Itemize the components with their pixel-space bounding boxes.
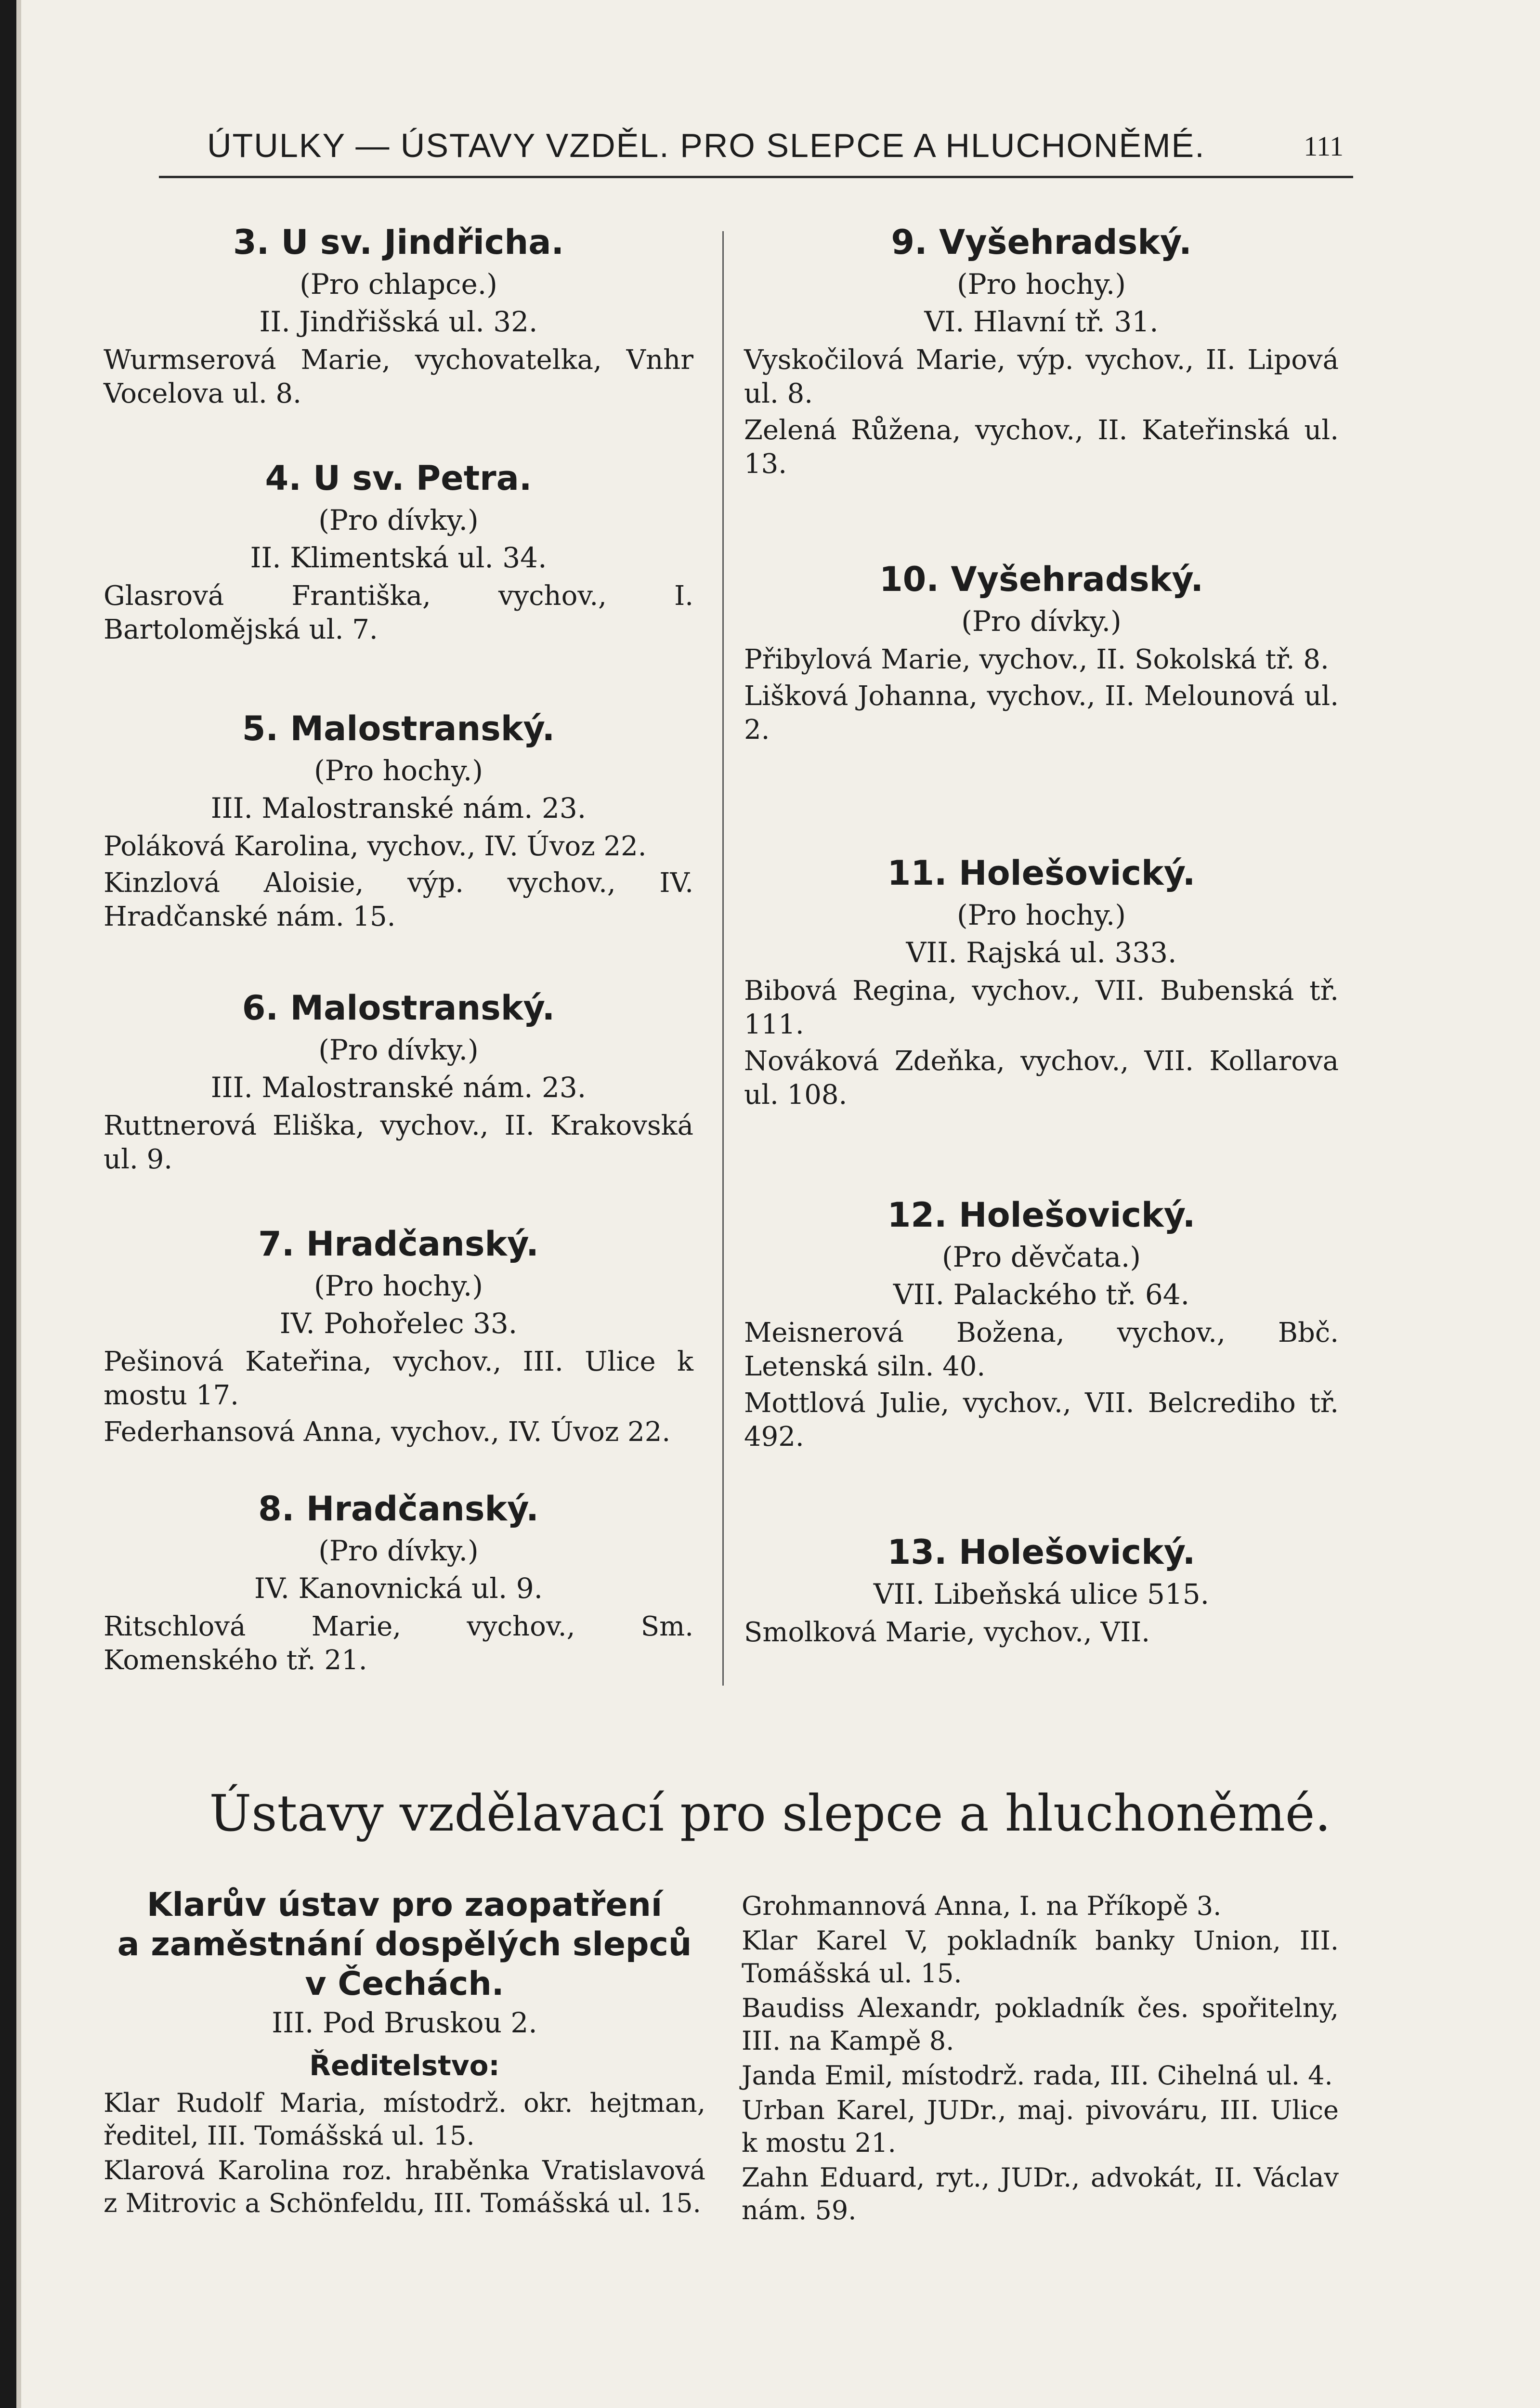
shelter-section xyxy=(104,1486,693,1677)
page-header xyxy=(207,116,1344,173)
institute-block xyxy=(104,1885,705,2220)
shelter-section xyxy=(744,1192,1339,1454)
staff-entry: Kinzlová Aloisie, výp. vychov., IV. Hradčanské nám. 15. xyxy=(104,867,693,932)
staff-entry: Poláková Karolina, vychov., IV. Úvoz 22. xyxy=(104,831,647,862)
directorate-member: Klar Rudolf Maria, místodrž. okr. hejtman, ředitel, III. Tomášská ul. 15. xyxy=(104,2088,705,2151)
section-heading: 12. Holešovický. xyxy=(887,1195,1196,1235)
staff-entry: Smolková Marie, vychov., VII. xyxy=(744,1617,1150,1648)
section-address: VI. Hlavní tř. 31. xyxy=(924,305,1159,338)
institute-heading-line: a zaměstnání dospělých slepců xyxy=(117,1925,692,1963)
running-title: ÚTULKY — ÚSTAVY VZDĚL. PRO SLEPCE A HLUCHONĚMÉ. xyxy=(207,127,1205,164)
institute-heading-line: v Čechách. xyxy=(305,1965,504,2003)
shelter-section xyxy=(104,219,693,411)
section-heading: 11. Holešovický. xyxy=(887,853,1196,893)
institute-members-continued xyxy=(742,1888,1339,2227)
staff-entry: Ritschlová Marie, vychov., Sm. Komenského tř. 21. xyxy=(104,1611,693,1676)
section-address: IV. Kanovnická ul. 9. xyxy=(254,1572,543,1605)
staff-entry: Lišková Johanna, vychov., II. Melounová ul. 2. xyxy=(744,681,1339,746)
section-audience: (Pro chlapce.) xyxy=(300,268,497,301)
directorate-member: Urban Karel, JUDr., maj. pivováru, III. Ulice k mostu 21. xyxy=(742,2095,1339,2158)
section-heading: 4. U sv. Petra. xyxy=(265,458,532,498)
directorate-member: Klarová Karolina roz. hraběnka Vratislavová z Mitrovic a Schönfeldu, III. Tomášská ul. 15. xyxy=(104,2155,705,2218)
section-address: II. Jindřišská ul. 32. xyxy=(259,305,538,338)
directorate-member: Janda Emil, místodrž. rada, III. Cihelná ul. 4. xyxy=(742,2060,1333,2091)
directorate-label: Ředitelstvo: xyxy=(309,2049,500,2082)
section-address: VII. Libeňská ulice 515. xyxy=(873,1578,1210,1610)
staff-entry: Bibová Regina, vychov., VII. Bubenská tř. 111. xyxy=(744,975,1339,1040)
section-address: III. Malostranské nám. 23. xyxy=(210,792,587,824)
shelter-section xyxy=(744,556,1339,747)
directorate-member: Grohmannová Anna, I. na Příkopě 3. xyxy=(742,1891,1222,1921)
staff-entry: Mottlová Julie, vychov., VII. Belcrediho tř. 492. xyxy=(744,1387,1339,1453)
directorate-member: Zahn Eduard, ryt., JUDr., advokát, II. Václav nám. 59. xyxy=(742,2162,1339,2225)
institute-heading-line: Klarův ústav pro zaopatření xyxy=(146,1886,663,1924)
page-edge-shadow xyxy=(0,0,16,2408)
shelter-section xyxy=(104,706,693,934)
staff-entry: Pešinová Kateřina, vychov., III. Ulice k mostu 17. xyxy=(104,1346,693,1411)
shelter-section xyxy=(104,455,693,647)
staff-entry: Přibylová Marie, vychov., II. Sokolská tř. 8. xyxy=(744,644,1329,675)
staff-entry: Zelená Růžena, vychov., II. Kateřinská ul. 13. xyxy=(744,415,1339,480)
staff-entry: Glasrová Františka, vychov., I. Bartolomějská ul. 7. xyxy=(104,580,693,645)
page-edge-highlight xyxy=(16,0,21,2408)
header-rule xyxy=(159,176,1353,178)
section-audience: (Pro hochy.) xyxy=(314,754,483,787)
directorate-member: Baudiss Alexandr, pokladník čes. spořitelny, III. na Kampě 8. xyxy=(742,1993,1339,2056)
shelter-section xyxy=(744,850,1339,1112)
section-heading: 8. Hradčanský. xyxy=(258,1489,539,1529)
section-heading: 5. Malostranský. xyxy=(242,709,555,748)
section-address: VII. Palackého tř. 64. xyxy=(893,1278,1190,1311)
staff-entry: Vyskočilová Marie, výp. vychov., II. Lipová ul. 8. xyxy=(744,344,1339,409)
staff-entry: Federhansová Anna, vychov., IV. Úvoz 22. xyxy=(104,1416,671,1448)
column-divider xyxy=(722,231,724,1686)
section-audience: (Pro děvčata.) xyxy=(942,1241,1141,1273)
section-audience: (Pro dívky.) xyxy=(961,605,1122,638)
institute-address: III. Pod Bruskou 2. xyxy=(272,2006,537,2039)
section-address: III. Malostranské nám. 23. xyxy=(210,1071,587,1104)
section-audience: (Pro hochy.) xyxy=(957,268,1126,301)
shelter-section xyxy=(104,985,693,1177)
staff-entry: Meisnerová Božena, vychov., Bbč. Letenská siln. 40. xyxy=(744,1317,1339,1382)
staff-entry: Wurmserová Marie, vychovatelka, Vnhr Vocelova ul. 8. xyxy=(104,344,693,409)
staff-entry: Ruttnerová Eliška, vychov., II. Krakovská ul. 9. xyxy=(104,1110,693,1175)
section-heading: 9. Vyšehradský. xyxy=(891,222,1192,262)
page-number: 111 xyxy=(1304,131,1344,162)
staff-entry: Nováková Zdeňka, vychov., VII. Kollarova ul. 108. xyxy=(744,1046,1339,1111)
section-address: IV. Pohořelec 33. xyxy=(279,1307,518,1340)
section-heading: 10. Vyšehradský. xyxy=(879,560,1204,599)
section-heading: 6. Malostranský. xyxy=(242,988,555,1028)
shelter-section xyxy=(744,1529,1339,1649)
shelter-section xyxy=(104,1221,693,1449)
section-audience: (Pro hochy.) xyxy=(957,899,1126,931)
shelter-section xyxy=(744,219,1339,481)
institutes-title: Ústavy vzdělavací pro slepce a hluchoněmé. xyxy=(209,1784,1331,1843)
section-audience: (Pro dívky.) xyxy=(318,504,479,537)
section-heading: 7. Hradčanský. xyxy=(258,1224,539,1264)
section-audience: (Pro dívky.) xyxy=(318,1534,479,1567)
directorate-member: Klar Karel V, pokladník banky Union, III. Tomášská ul. 15. xyxy=(742,1925,1339,1989)
section-audience: (Pro hochy.) xyxy=(314,1269,483,1302)
section-heading: 13. Holešovický. xyxy=(887,1532,1196,1572)
section-heading: 3. U sv. Jindřicha. xyxy=(233,222,564,262)
section-address: II. Klimentská ul. 34. xyxy=(250,541,547,574)
section-audience: (Pro dívky.) xyxy=(318,1034,479,1066)
section-address: VII. Rajská ul. 333. xyxy=(906,936,1177,969)
